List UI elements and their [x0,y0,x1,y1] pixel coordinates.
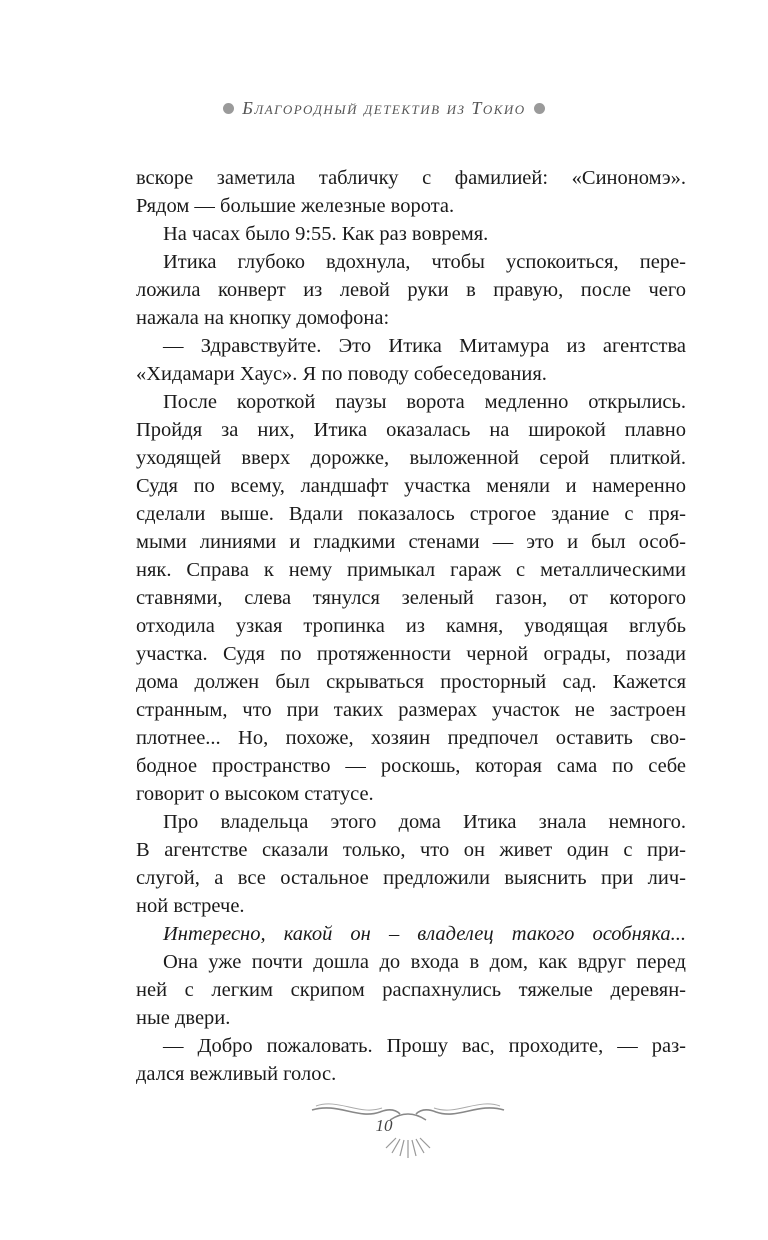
text-line: уходящей вверх дорожке, выложенной серой плиткой. [136,447,686,469]
text-line: ней с легким скрипом распахнулись тяжелые деревян- [136,979,686,1001]
text-line: вскоре заметила табличку с фамилией: «Синономэ». [136,167,686,189]
text-line: Рядом — большие железные ворота. [136,195,455,217]
text-line-italic: Интересно, какой он – владелец такого особняка... [163,923,686,945]
running-header [0,98,768,119]
text-line: сделали выше. Вдали показалось строгое здание с пря- [136,503,686,525]
text-line: — Добро пожаловать. Прошу вас, проходите, — раз- [163,1035,686,1057]
text-line: ной встрече. [136,895,245,917]
text-line: На часах было 9:55. Как раз вовремя. [163,223,489,245]
text-line: участка. Судя по протяженности черной ограды, позади [136,643,686,665]
text-line: После короткой паузы ворота медленно открылись. [163,391,686,413]
text-line: дома должен был скрываться просторный сад. Кажется [136,671,686,693]
text-line: ставнями, слева тянулся зеленый газон, от которого [136,587,686,609]
text-line: Она уже почти дошла до входа в дом, как вдруг перед [163,951,686,973]
text-line: Итика глубоко вдохнула, чтобы успокоиться, пере- [163,251,686,273]
text-line: отходила узкая тропинка из камня, уводящая вглубь [136,615,686,637]
page-number: 10 [375,1116,393,1135]
text-line: странным, что при таких размерах участок не застроен [136,699,686,721]
text-line: Пройдя за них, Итика оказалась на широкой плавно [136,419,686,441]
text-line: мыми линиями и гладкими стенами — это и был особ- [136,531,686,553]
text-line: — Здравствуйте. Это Итика Митамура из агентства [163,335,686,357]
text-line: Про владельца этого дома Итика знала немного. [163,811,686,833]
text-line: плотнее... Но, похоже, хозяин предпочел оставить сво- [136,727,686,749]
text-line: бодное пространство — роскошь, которая сама по себе [136,755,686,777]
text-line: Судя по всему, ландшафт участка меняли и намеренно [136,475,686,497]
text-line: ные двери. [136,1007,231,1029]
text-line: ложила конверт из левой руки в правую, после чего [136,279,686,301]
body-text [136,164,686,1088]
text-line: слугой, а все остальное предложили выяснить при лич- [136,867,686,889]
text-line: няк. Справа к нему примыкал гараж с металлическими [136,559,686,581]
text-line: говорит о высоком статусе. [136,783,374,805]
book-title: Благородный детектив из Токио [242,98,526,118]
ornament-dot-icon [534,103,545,114]
ornament-dot-icon [223,103,234,114]
text-line: нажала на кнопку домофона: [136,307,390,329]
text-line: «Хидамари Хаус». Я по поводу собеседования. [136,363,547,385]
text-line: дался вежливый голос. [136,1063,337,1085]
text-line: В агентстве сказали только, что он живет один с при- [136,839,686,861]
